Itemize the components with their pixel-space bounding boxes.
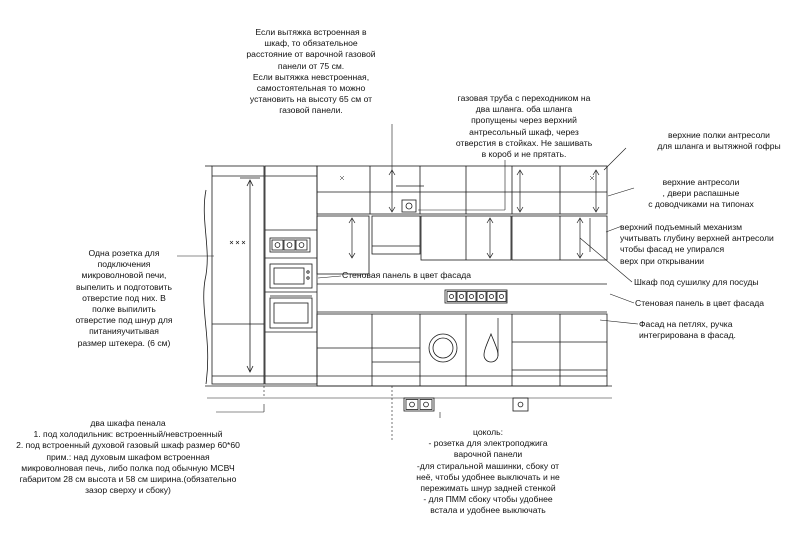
pencil-cases-note: два шкафа пенала 1. под холодильник: встроенный/невстроенный 2. под встроенный духовой газовый шкаф размер 60*60 прим.: над духовым шкафом встроенная микроволновая печь, либо полка под обычную МСВЧ габаритом 28 см высота и 58 см ширина.(обязательно зазор сверху и сбоку) <box>16 418 240 496</box>
lift-mechanism-note: верхний подъемный механизм учитывать глубину верхней антресоли чтобы фасад не упирался верх при открывании <box>620 222 774 266</box>
leader-lines <box>177 124 638 440</box>
cable-hole-marks <box>230 241 245 244</box>
socket-microwave-note: Одна розетка для подключения микроволновой печи, выпелить и подготовить отверстие под них. В полке выпилить отверстие под шнур для питанияучитывая размер штекера. (6 см) <box>75 248 173 348</box>
fridge-dimension-arrow <box>240 178 260 372</box>
plinth-note: цоколь: - розетка для электроподжига варочной панели -для стиральной машинки, сбоку от неё, чтобы удобнее выключать и не пережимать шнур задней стенкой - для ПММ сбоку чтобы удобнее встала и удобнее выключать <box>416 427 560 516</box>
washing-machine <box>429 334 457 362</box>
upper-cabinets <box>317 216 607 274</box>
pencil-case-cabinets <box>212 166 317 384</box>
dish-dryer-note: Шкаф под сушилку для посуды <box>634 277 759 287</box>
hood-note: Если вытяжка встроенная в шкаф, то обязательное расстояние от варочной газовой панели от 75 см. Если вытяжка невстроенная, самостоятельная то можно установить на высоту 65 см от газовой панели. <box>246 27 376 116</box>
base-cabinets <box>317 314 607 386</box>
upper-shelves-note: верхние полки антресоли для шланга и вытяжной гофры <box>657 130 781 152</box>
dimension-arrows <box>349 170 599 356</box>
facade-note: Фасад на петлях, ручка интегрирована в фасад. <box>639 319 736 341</box>
upper-mezzanine-note: верхние антресоли , двери распашные с доводчиками на типонах <box>648 177 754 210</box>
wall-panel-center-note: Стеновая панель в цвет фасада <box>342 270 472 280</box>
plinth-sockets <box>404 398 528 411</box>
upper-mezzanine-cabinets <box>317 166 607 214</box>
built-in-appliances <box>270 264 312 328</box>
wall-panel <box>317 284 607 312</box>
left-wall-break <box>204 190 208 384</box>
microwave-sockets <box>270 238 310 252</box>
gas-pipe-note: газовая труба с переходником на два шланга. оба шланга пропущены через верхний антресольный шкаф, через отверстия в стойках. Не зашивать в короб и не прятать. <box>455 93 593 160</box>
dishwasher-drop <box>484 334 498 362</box>
wall-panel-sockets <box>445 290 507 303</box>
wall-panel-right-note: Стеновая панель в цвет фасада <box>635 298 765 308</box>
